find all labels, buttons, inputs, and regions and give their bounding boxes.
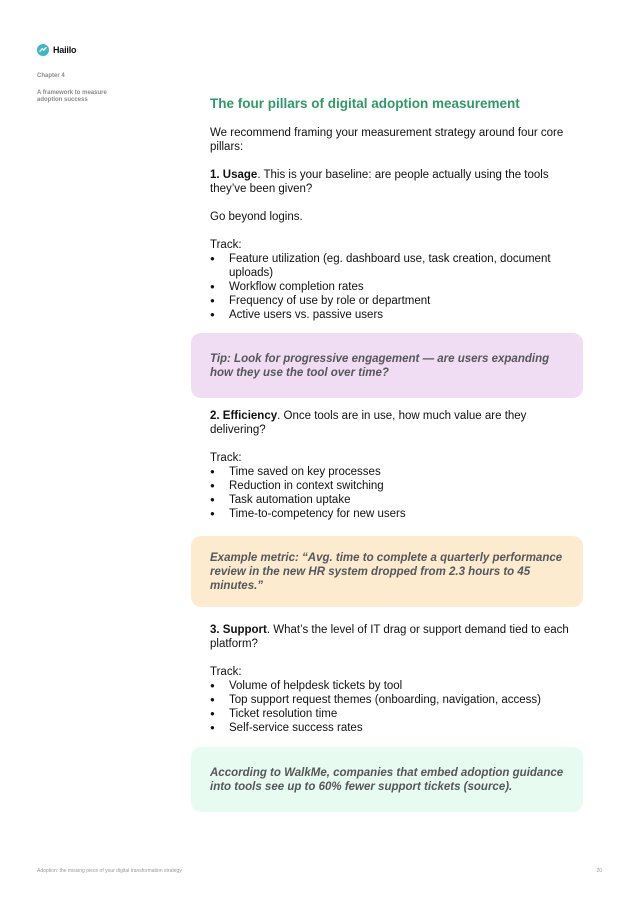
list-item: ● Volume of helpdesk tickets by tool bbox=[210, 679, 575, 693]
support-list bbox=[210, 679, 575, 735]
efficiency-heading: 2. Efficiency bbox=[210, 410, 278, 422]
main-content bbox=[210, 96, 575, 322]
list-item: ● Task automation uptake bbox=[210, 493, 575, 507]
list-item: ● Self-service success rates bbox=[210, 721, 575, 735]
efficiency-track-label: Track: bbox=[210, 452, 242, 464]
tip-callout bbox=[191, 333, 583, 398]
chapter-title: A framework to measure adoption success bbox=[37, 90, 107, 103]
tip-text: Tip: Look for progressive engagement — are users expanding how they use the tool over time? bbox=[210, 352, 550, 379]
logo-text: Haiilo bbox=[53, 45, 77, 55]
list-item: ● Time saved on key processes bbox=[210, 465, 575, 479]
list-item: ● Frequency of use by role or department bbox=[210, 294, 575, 308]
footer-text: Adoption: the missing piece of your digital transformation strategy bbox=[37, 868, 182, 874]
usage-paragraph bbox=[210, 168, 575, 196]
quote-callout bbox=[191, 747, 583, 812]
support-paragraph bbox=[210, 623, 575, 651]
chapter-label: Chapter 4 bbox=[37, 73, 65, 79]
efficiency-text: . Once tools are in use, how much value are they delivering? bbox=[210, 410, 527, 436]
list-item: ● Time-to-competency for new users bbox=[210, 507, 575, 521]
support-heading: 3. Support bbox=[210, 624, 267, 636]
usage-note: Go beyond logins. bbox=[210, 211, 303, 223]
quote-text: According to WalkMe, companies that embed adoption guidance into tools see up to 60% fewer support tickets (source). bbox=[210, 766, 564, 793]
support-text: . What’s the level of IT drag or support demand tied to each platform? bbox=[210, 624, 569, 650]
page-number: 20 bbox=[596, 868, 602, 874]
list-item: ● Workflow completion rates bbox=[210, 280, 575, 294]
list-item: ● Top support request themes (onboarding, navigation, access) bbox=[210, 693, 575, 707]
usage-heading: 1. Usage bbox=[210, 169, 258, 181]
list-item: ● Reduction in context switching bbox=[210, 479, 575, 493]
example-text: Example metric: “Avg. time to complete a quarterly performance review in the new HR system dropped from 2.3 hours to 45 minutes.” bbox=[210, 551, 563, 592]
usage-text: . This is your baseline: are people actually using the tools they’ve been given? bbox=[210, 169, 549, 195]
page-title: The four pillars of digital adoption measurement bbox=[210, 96, 520, 111]
efficiency-paragraph bbox=[210, 409, 575, 437]
efficiency-section bbox=[210, 409, 575, 521]
support-track-label: Track: bbox=[210, 666, 242, 678]
example-metric-callout bbox=[191, 536, 583, 607]
list-item: ● Ticket resolution time bbox=[210, 707, 575, 721]
list-item: ● Feature utilization (eg. dashboard use, task creation, document uploads) bbox=[210, 252, 575, 280]
support-section bbox=[210, 623, 575, 735]
logo bbox=[37, 44, 76, 56]
list-item: ● Active users vs. passive users bbox=[210, 308, 575, 322]
efficiency-list bbox=[210, 465, 575, 521]
haiilo-logo-icon bbox=[37, 44, 49, 56]
usage-track-label: Track: bbox=[210, 239, 242, 251]
intro-paragraph: We recommend framing your measurement strategy around four core pillars: bbox=[210, 127, 564, 153]
usage-list bbox=[210, 252, 575, 322]
